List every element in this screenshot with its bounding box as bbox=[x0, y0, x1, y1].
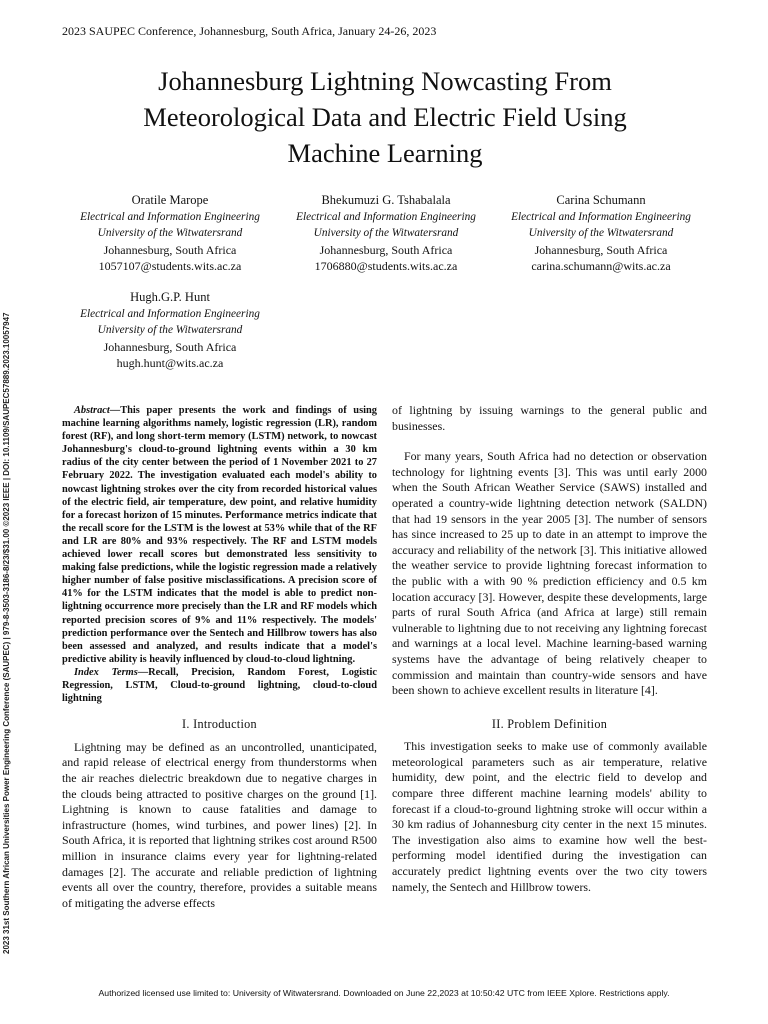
left-column bbox=[62, 404, 377, 911]
paragraph: For many years, South Africa had no detection or observation technology for lightning events [3]. This was until early 2000 when the South African Weather Service (SAWS) installed and operated a country-wide lightning detection network (SALDN) that had 19 sensors in the year 2005 [3]. The number of sensors has since increased to 25 up to date in an attempt to improve the accuracy and reliability of the network [3]. This initiative allowed the weather service to provide lightning forecast information to the public with a with 90 % prediction efficiency and 0.5 km location accuracy [3]. However, despite these developments, large parts of rural South Africa (and Africa at large) still remain vulnerable to lightning due to not receiving any lightning forecast and warnings at a local level. Machine learning-based warning systems have the advantage of being relatively cheaper to commission and maintain than country-wide sensors and have been shown to achieve excellent results in literature [4]. bbox=[392, 449, 707, 698]
author-email: hugh.hunt@wits.ac.za bbox=[116, 355, 224, 370]
right-column bbox=[392, 403, 707, 895]
author-city: Johannesburg, South Africa bbox=[103, 242, 237, 257]
abstract-text: —This paper presents the work and findings of using machine learning algorithms namely, logistic regression (LR), random forest (RF), and long short-term memory (LSTM) network, to nowcast Johannesburg's cloud-to-ground lightning events within a 30 km radius of the city center between the period of 1 November 2021 to 27 February 2022. The investigation evaluated each model's ability to nowcast lightning strokes over the city from recorded historical values of the electric field, air temperature, dew point, and relative humidity for a forecast horizon of 15 minutes. Performance metrics indicate that the recall score for the LSTM is the lowest at 53% while that of the RF and LR are 80% and 93% respectively. The RF and LSTM models achieved lower recall scores but demonstrated less sensitivity to making false predictions, while the logistic regression made a relatively higher number of false positive misclassifications. A precision score of 41% for the LSTM indicates that the model is able to predict non-lightning occurrence more precisely than the LR and RF models which reported precision scores of 9% and 11% respectively. The models' prediction performance over the Sentech and Hillbrow towers has also been assessed and analyzed, and results indicate that a model's predictive ability is heavily influenced by cloud-to-cloud lightning. bbox=[62, 405, 377, 665]
abstract bbox=[62, 404, 377, 666]
author-email: 1057107@students.wits.ac.za bbox=[98, 258, 242, 273]
author-dept: Electrical and Information Engineering bbox=[511, 211, 691, 223]
conference-header: 2023 SAUPEC Conference, Johannesburg, South Africa, January 24-26, 2023 bbox=[62, 24, 437, 38]
author-block bbox=[62, 191, 278, 274]
title-line: Meteorological Data and Electric Field Using bbox=[143, 102, 627, 132]
author-city: Johannesburg, South Africa bbox=[534, 242, 668, 257]
author-name: Carina Schumann bbox=[556, 193, 646, 207]
index-terms-text: —Recall, Precision, Random Forest, Logistic Regression, LSTM, Cloud-to-ground lightning, cloud-to-cloud lightning bbox=[62, 666, 377, 705]
author-dept: Electrical and Information Engineering bbox=[296, 211, 476, 223]
section-heading-problem-definition: II. Problem Definition bbox=[491, 716, 608, 731]
paper-title bbox=[60, 63, 710, 171]
abstract-label: Abstract bbox=[74, 405, 110, 416]
index-terms bbox=[62, 666, 377, 705]
author-name: Hugh.G.P. Hunt bbox=[130, 290, 210, 304]
paragraph: Lightning may be defined as an uncontrolled, unanticipated, and rapid release of electrical energy from thunderstorms when the air reaches dielectric breakdown due to negative charges in the clouds being attracted to positive charges on the ground [1]. Lightning is known to cause fatalities and damage to infrastructure (homes, wind turbines, and power lines) [2]. In South Africa, it is reported that lightning strikes cost around R500 million in insurance claims every year for lightning-related damages [2]. The accurate and reliable prediction of lightning events all over the country, therefore, provides a suitable means of mitigating the adverse effects bbox=[62, 739, 377, 910]
author-email: carina.schumann@wits.ac.za bbox=[531, 258, 671, 273]
title-line: Johannesburg Lightning Nowcasting From bbox=[158, 66, 612, 96]
doi-sidebar: 2023 31st Southern African Universities Power Engineering Conference (SAUPEC) | 979-8-3503-3186-8/23/$31.00 ©2023 IEEE | DOI: 10.1109/SAUPEC57889.2023.10057947 bbox=[2, 312, 11, 954]
author-univ: University of the Witwatersrand bbox=[528, 227, 674, 240]
index-terms-label: Index Terms bbox=[74, 666, 138, 678]
section-heading-introduction: I. Introduction bbox=[182, 717, 257, 732]
author-name: Oratile Marope bbox=[131, 193, 209, 207]
author-univ: University of the Witwatersrand bbox=[97, 324, 243, 337]
author-block bbox=[62, 288, 278, 371]
paragraph: This investigation seeks to make use of commonly available meteorological parameters such as air temperature, relative humidity, dew point, and the electric field to develop and compare three different machine learning models' ability to forecast if a cloud-to-ground lightning stroke will occur within a 30 km radius of Johannesburg city center in the next 15 minutes. The investigation also aims to examine how well the best-performing model identified during the investigation can accurately predict lightning events over the two city towers namely, the Sentech and Hillbrow towers. bbox=[392, 739, 707, 894]
author-dept: Electrical and Information Engineering bbox=[80, 211, 260, 223]
title-line: Machine Learning bbox=[287, 138, 483, 168]
author-city: Johannesburg, South Africa bbox=[103, 339, 237, 354]
license-footer: Authorized licensed use limited to: University of Witwatersrand. Downloaded on June 22,2023 at 10:50:42 UTC from IEEE Xplore. Restrictions apply. bbox=[98, 988, 670, 998]
author-city: Johannesburg, South Africa bbox=[319, 242, 453, 257]
author-email: 1706880@students.wits.ac.za bbox=[314, 258, 458, 273]
author-name: Bhekumuzi G. Tshabalala bbox=[321, 193, 451, 207]
paragraph: of lightning by issuing warnings to the general public and businesses. bbox=[392, 403, 707, 433]
author-block bbox=[493, 191, 709, 274]
author-dept: Electrical and Information Engineering bbox=[80, 308, 260, 320]
author-block bbox=[278, 191, 494, 274]
author-univ: University of the Witwatersrand bbox=[97, 227, 243, 240]
author-univ: University of the Witwatersrand bbox=[313, 227, 459, 240]
